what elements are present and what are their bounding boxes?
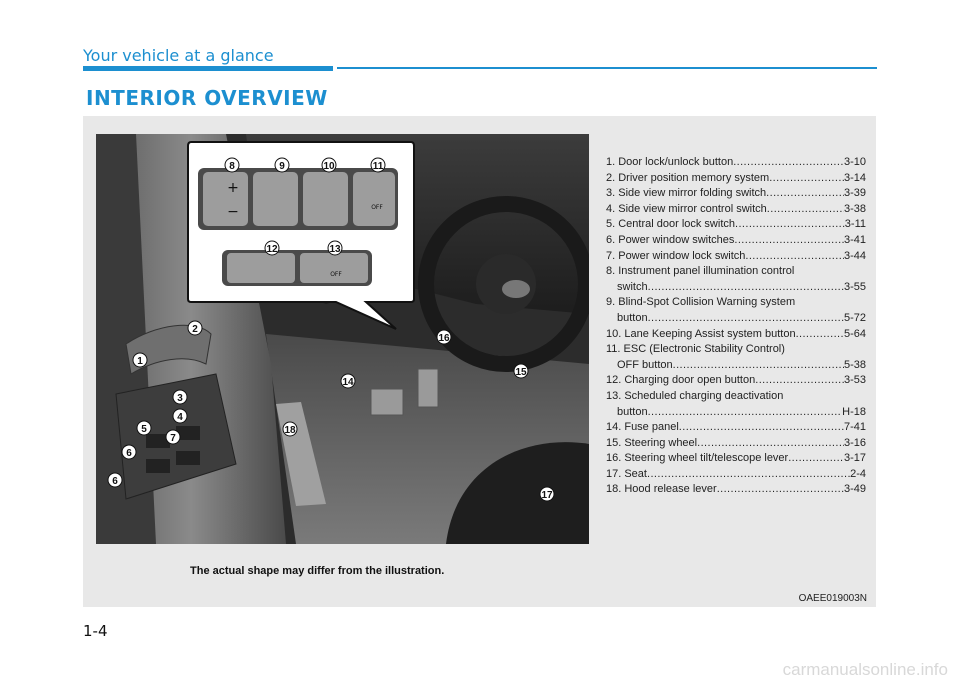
callout-17 xyxy=(540,487,554,501)
header-rule xyxy=(337,67,877,69)
list-item-page: 3-10 xyxy=(843,156,866,168)
list-item xyxy=(606,295,866,311)
list-item xyxy=(606,467,866,483)
list-item xyxy=(606,373,866,389)
list-item xyxy=(606,217,866,233)
callout-6-bottom xyxy=(108,473,122,487)
callout-10 xyxy=(322,158,336,172)
callout-13 xyxy=(328,241,342,255)
list-item-page: 3-11 xyxy=(844,218,866,231)
leader-dots xyxy=(647,467,850,483)
list-item xyxy=(606,186,866,202)
list-item-title: 13. Scheduled charging deactivation xyxy=(606,389,784,402)
svg-text:14: 14 xyxy=(342,377,354,388)
list-item xyxy=(606,202,866,218)
list-item xyxy=(606,249,866,265)
component-list xyxy=(606,155,866,498)
list-item-title: 12. Charging door open button xyxy=(606,374,756,387)
list-item xyxy=(606,482,866,498)
leader-dots xyxy=(735,217,845,233)
section-header: Your vehicle at a glance xyxy=(83,46,274,65)
svg-text:8: 8 xyxy=(229,161,235,172)
list-item-title: 4. Side view mirror control switch xyxy=(606,202,767,215)
svg-text:6: 6 xyxy=(126,448,132,459)
callout-8 xyxy=(225,158,239,172)
list-item-page: H-18 xyxy=(842,405,866,418)
callout-4 xyxy=(173,409,187,423)
svg-text:16: 16 xyxy=(438,333,450,344)
leader-dots xyxy=(755,373,844,389)
list-item-title: 5. Central door lock switch xyxy=(606,218,735,231)
svg-text:5: 5 xyxy=(141,424,147,435)
list-item xyxy=(606,264,866,280)
interior-illustration xyxy=(96,134,589,544)
list-item xyxy=(606,233,866,249)
header-bar xyxy=(83,66,333,71)
list-item-title: 11. ESC (Electronic Stability Control) xyxy=(606,343,785,356)
charging-off-label: OFF xyxy=(330,271,342,278)
page-title: INTERIOR OVERVIEW xyxy=(86,86,328,110)
leader-dots xyxy=(745,249,844,265)
callout-1 xyxy=(133,353,147,367)
list-item-page: 5-64 xyxy=(843,327,866,340)
svg-text:7: 7 xyxy=(170,433,176,444)
leader-dots xyxy=(788,451,844,467)
list-item-page: 5-72 xyxy=(843,311,866,324)
svg-text:3: 3 xyxy=(177,393,183,404)
list-item-page: 3-17 xyxy=(843,452,866,465)
leader-dots xyxy=(673,358,844,374)
list-item-continuation xyxy=(606,405,866,421)
callout-3 xyxy=(173,390,187,404)
list-item xyxy=(606,171,866,187)
leader-dots xyxy=(648,311,844,327)
svg-text:+: + xyxy=(227,180,239,196)
list-item-title: 6. Power window switches xyxy=(606,233,735,246)
list-item-cont: button xyxy=(617,405,648,418)
list-item-page: 3-14 xyxy=(843,171,866,184)
callout-11 xyxy=(371,158,385,172)
list-item-title: 7. Power window lock switch xyxy=(606,249,746,262)
callout-5 xyxy=(137,421,151,435)
list-item-title: 8. Instrument panel illumination control xyxy=(606,265,795,278)
list-item-title: 14. Fuse panel xyxy=(606,421,679,434)
svg-text:1: 1 xyxy=(137,356,143,367)
callout-15 xyxy=(514,364,528,378)
callout-2 xyxy=(188,321,202,335)
page-number: 1-4 xyxy=(83,622,108,640)
callout-12 xyxy=(265,241,279,255)
svg-text:4: 4 xyxy=(177,412,183,423)
svg-text:10: 10 xyxy=(323,161,335,172)
callout-16 xyxy=(437,330,451,344)
callout-14 xyxy=(341,374,355,388)
watermark: carmanualsonline.info xyxy=(782,660,948,679)
leader-dots xyxy=(767,202,844,218)
list-item xyxy=(606,389,866,405)
list-item xyxy=(606,327,866,343)
list-item-title: 10. Lane Keeping Assist system button xyxy=(606,327,796,340)
leader-dots xyxy=(648,280,844,296)
svg-text:18: 18 xyxy=(284,425,296,436)
leader-dots xyxy=(796,327,844,343)
svg-text:12: 12 xyxy=(266,244,278,255)
list-item-continuation xyxy=(606,311,866,327)
callout-18 xyxy=(283,422,297,436)
leader-dots xyxy=(679,420,844,436)
list-item-page: 3-38 xyxy=(843,202,866,215)
list-item-page: 3-16 xyxy=(843,436,866,449)
list-item-page: 3-55 xyxy=(843,280,866,293)
list-item-cont: switch xyxy=(617,280,648,293)
svg-text:15: 15 xyxy=(515,367,527,378)
svg-text:2: 2 xyxy=(192,324,198,335)
list-item-title: 18. Hood release lever xyxy=(606,483,717,496)
list-item-page: 2-4 xyxy=(850,467,866,480)
svg-text:6: 6 xyxy=(112,476,118,487)
leader-dots xyxy=(769,171,844,187)
list-item-cont: button xyxy=(617,311,648,324)
svg-text:13: 13 xyxy=(329,244,341,255)
svg-text:17: 17 xyxy=(541,490,553,501)
callout-6-top xyxy=(122,445,136,459)
svg-text:−: − xyxy=(227,204,239,220)
svg-text:9: 9 xyxy=(279,161,285,172)
leader-dots xyxy=(717,482,844,498)
svg-text:11: 11 xyxy=(372,161,384,172)
list-item-title: 15. Steering wheel xyxy=(606,436,698,449)
leader-dots xyxy=(766,186,844,202)
list-item-page: 3-53 xyxy=(843,374,866,387)
leader-dots xyxy=(734,233,844,249)
callout-9 xyxy=(275,158,289,172)
image-code: OAEE019003N xyxy=(798,593,867,604)
list-item-page: 3-44 xyxy=(843,249,866,262)
list-item xyxy=(606,420,866,436)
leader-dots xyxy=(697,436,844,452)
callout-7 xyxy=(166,430,180,444)
leader-dots xyxy=(733,155,844,171)
list-item-title: 2. Driver position memory system xyxy=(606,171,770,184)
list-item-title: 16. Steering wheel tilt/telescope lever xyxy=(606,452,789,465)
list-item-title: 17. Seat xyxy=(606,467,647,480)
list-item-continuation xyxy=(606,358,866,374)
list-item-title: 9. Blind-Spot Collision Warning system xyxy=(606,296,796,309)
list-item-page: 3-49 xyxy=(843,483,866,496)
list-item xyxy=(606,342,866,358)
list-item xyxy=(606,436,866,452)
esc-off-label: OFF xyxy=(371,204,383,211)
leader-dots xyxy=(648,405,843,421)
list-item-page: 7-41 xyxy=(843,421,866,434)
illustration-caption: The actual shape may differ from the illustration. xyxy=(190,565,445,577)
list-item-page: 5-38 xyxy=(843,358,866,371)
list-item-title: 3. Side view mirror folding switch xyxy=(606,187,767,200)
list-item-page: 3-41 xyxy=(843,233,866,246)
list-item xyxy=(606,155,866,171)
list-item-title: 1. Door lock/unlock button xyxy=(606,156,734,168)
list-item xyxy=(606,451,866,467)
list-item-page: 3-39 xyxy=(843,187,866,200)
list-item-cont: OFF button xyxy=(617,358,673,371)
list-item-continuation xyxy=(606,280,866,296)
